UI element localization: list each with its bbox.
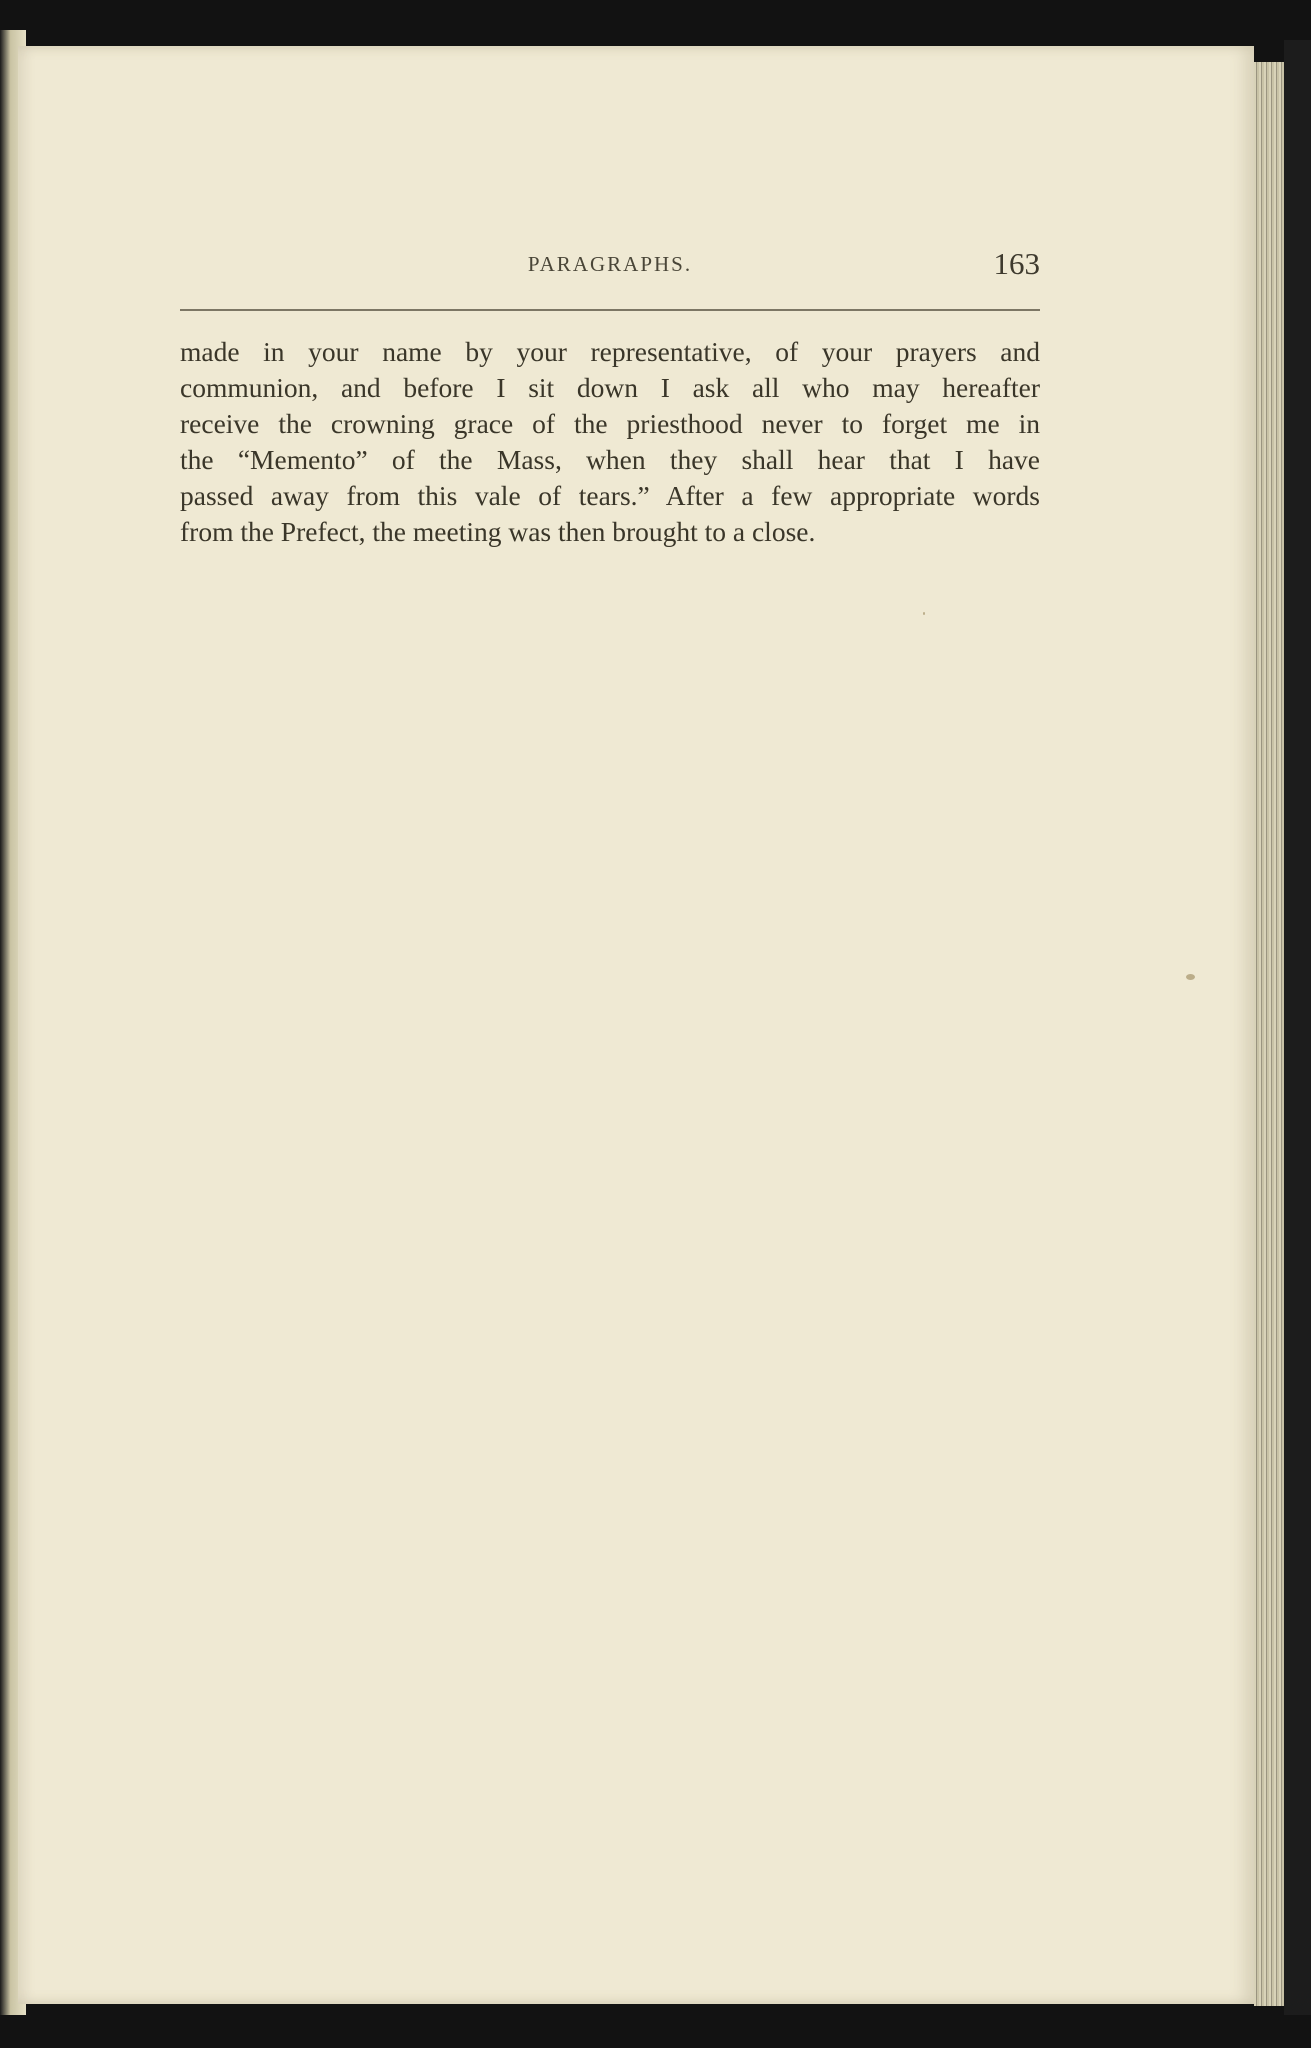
text-line: communion, and before I sit down I ask all who may hereafter [180, 372, 1040, 403]
running-head [180, 246, 1040, 292]
text-line: receive the crowning grace of the priesthood never to forget me in [180, 408, 1040, 439]
page-stack-edge [1254, 62, 1284, 2006]
paper-speck [923, 612, 925, 615]
body-paragraph [180, 334, 1040, 550]
text-line: made in your name by your representative, of your prayers and [180, 336, 1040, 367]
text-line: the “Memento” of the Mass, when they shall hear that I have [180, 444, 1040, 475]
text-line: from the Prefect, the meeting was then brought to a close. [180, 516, 816, 547]
paper-speck [1186, 974, 1195, 980]
running-title: PARAGRAPHS. [527, 252, 693, 276]
book-cover-edge [1284, 40, 1311, 2015]
header-rule [180, 309, 1040, 311]
page-number: 163 [993, 246, 1040, 281]
text-line: passed away from this vale of tears.” After a few appropriate words [180, 480, 1040, 511]
